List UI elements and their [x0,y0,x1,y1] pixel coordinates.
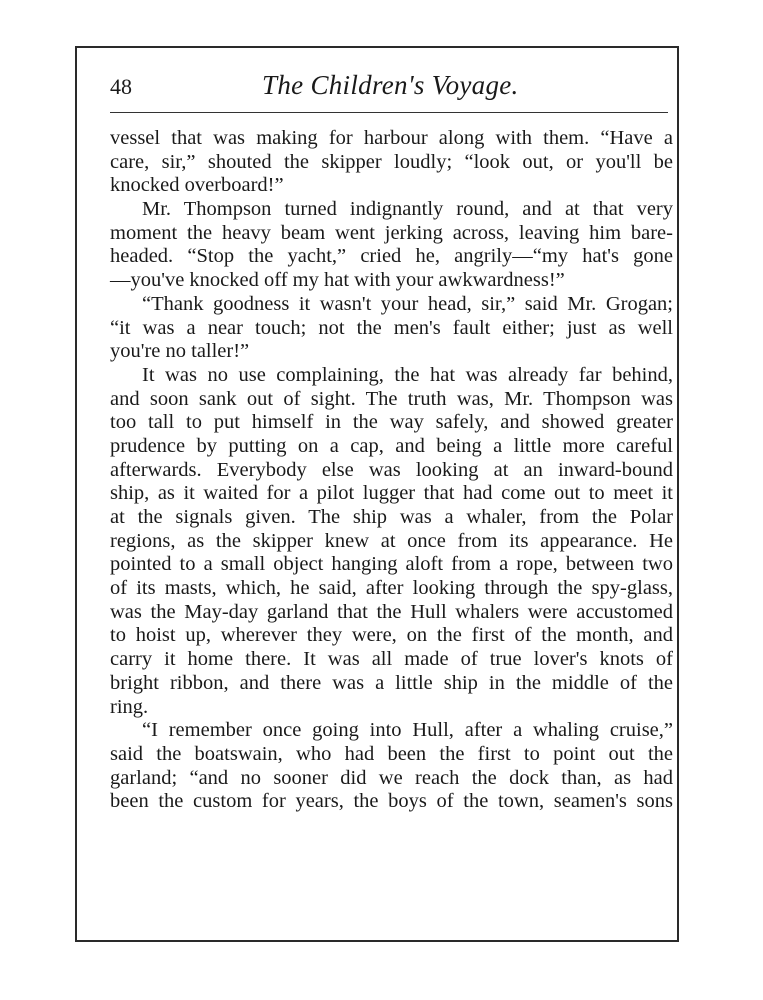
text-line: vessel that was making for harbour along with them. “Have a [110,127,673,149]
text-line: “it was a near touch; not the men's fault either; just as well [110,316,673,339]
text-line: knocked overboard!” [110,174,284,197]
text-line: prudence by putting on a cap, and being a little more careful [110,434,673,457]
page-number: 48 [110,74,132,99]
text-line: It was no use complaining, the hat was already far behind, [142,363,673,386]
text-line: pointed to a small object hanging aloft from a rope, between two [110,553,673,576]
text-line: “I remember once going into Hull, after a whaling cruise,” [142,719,673,742]
text-line: carry it home there. It was all made of true lover's knots of [110,648,673,671]
text-line: afterwards. Everybody else was looking at an inward-bound [110,458,673,481]
page-header [110,70,668,110]
text-line: care, sir,” shouted the skipper loudly; “look out, or you'll be [110,150,673,173]
body-text [110,127,673,814]
text-line: said the boatswain, who had been the first to point out the [110,742,673,765]
text-line: at the signals given. The ship was a whaler, from the Polar [110,506,673,528]
text-line: regions, as the skipper knew at once from its appearance. He [110,529,673,552]
text-line: garland; “and no sooner did we reach the dock than, as had [110,766,673,789]
text-line: ship, as it waited for a pilot lugger that had come out to meet it [110,482,673,505]
text-line: Mr. Thompson turned indignantly round, and at that very [142,198,673,221]
text-line: been the custom for years, the boys of the town, seamen's sons [110,790,673,813]
text-line: —you've knocked off my hat with your awkwardness!” [110,269,565,292]
text-line: ring. [110,695,149,718]
text-line: bright ribbon, and there was a little ship in the middle of the [110,671,673,694]
text-line: “Thank goodness it wasn't your head, sir,” said Mr. Grogan; [142,292,673,315]
text-line: headed. “Stop the yacht,” cried he, angrily—“my hat's gone [110,245,673,268]
running-title: The Children's Voyage. [262,70,519,100]
text-line: too tall to put himself in the way safely, and showed greater [110,411,673,434]
text-line: of its masts, which, he said, after looking through the spy-glass, [110,577,673,600]
text-line: you're no taller!” [110,340,250,363]
header-rule [110,112,668,113]
text-line: was the May-day garland that the Hull whalers were accustomed [110,600,673,623]
text-line: moment the heavy beam went jerking across, leaving him bare- [110,221,673,244]
text-line: and soon sank out of sight. The truth was, Mr. Thompson was [110,387,673,410]
text-line: to hoist up, wherever they were, on the first of the month, and [110,624,673,647]
